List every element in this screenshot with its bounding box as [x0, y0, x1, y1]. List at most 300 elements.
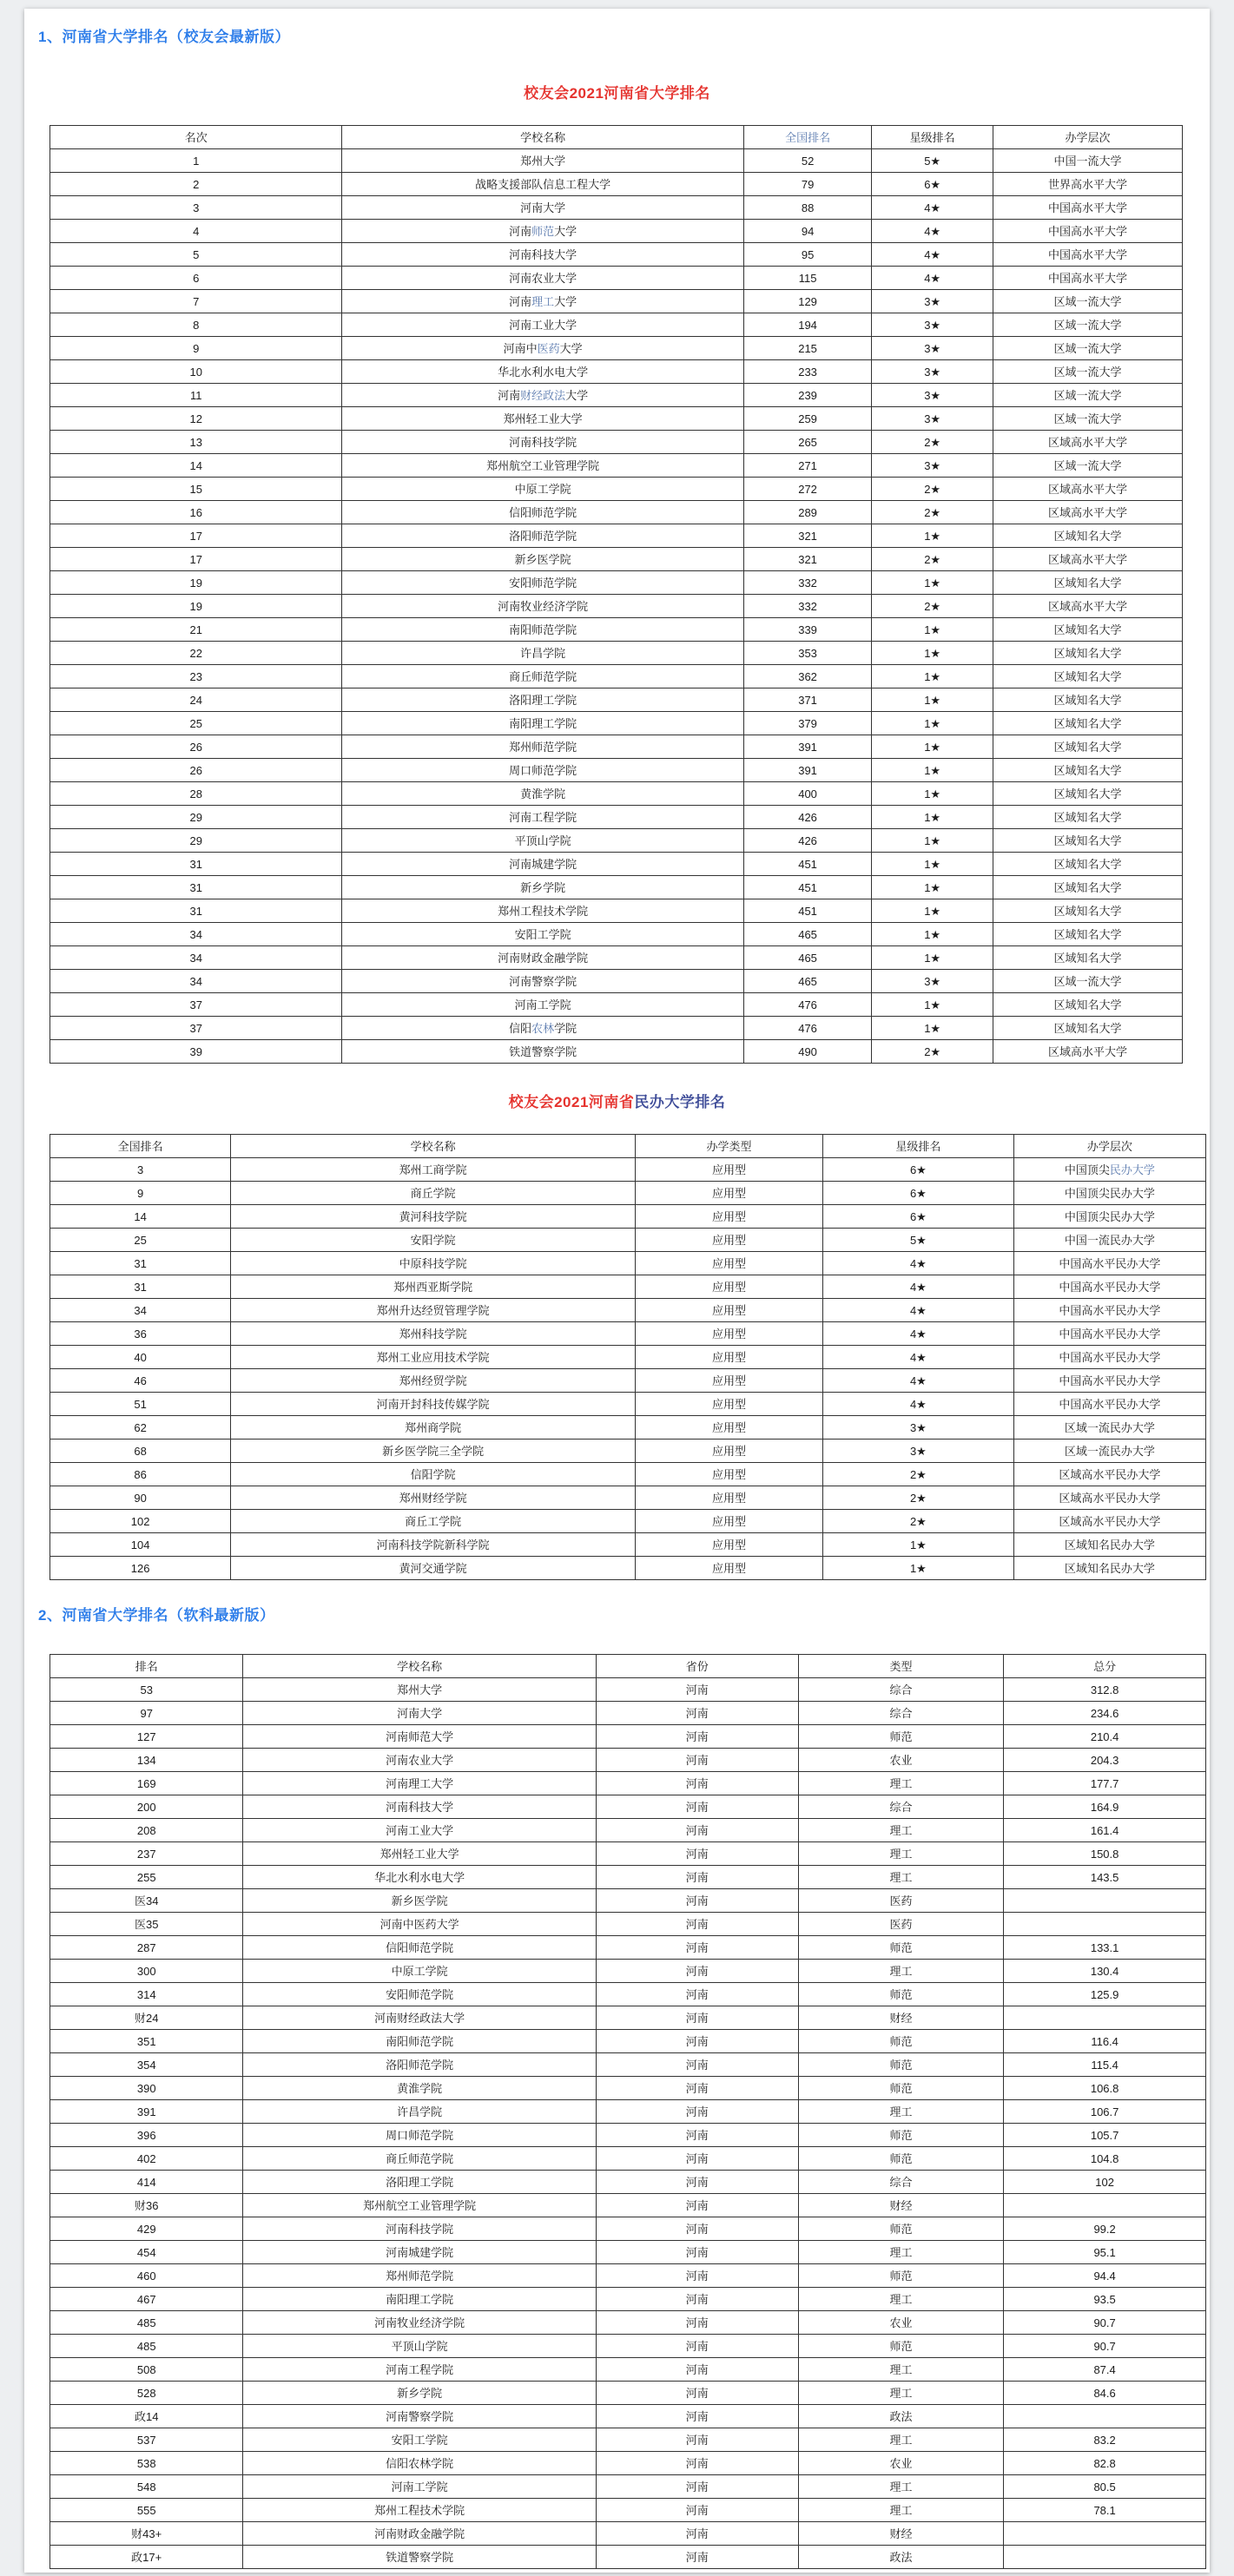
- table-cell: 95.1: [1004, 2241, 1206, 2264]
- table-cell: 农业: [798, 2452, 1004, 2475]
- table-cell: 郑州轻工业大学: [342, 407, 743, 431]
- table-cell: 125.9: [1004, 1983, 1206, 2006]
- column-header: 学校名称: [243, 1655, 597, 1678]
- table-cell: 287: [50, 1936, 243, 1960]
- table-cell: 508: [50, 2358, 243, 2382]
- table-cell: 7: [50, 290, 342, 313]
- table-cell: 区域高水平民办大学: [1013, 1486, 1205, 1510]
- table-cell: 4★: [872, 220, 993, 243]
- table-cell: 政14: [50, 2405, 243, 2428]
- table-row: [50, 2241, 1206, 2264]
- table-row: [50, 337, 1183, 360]
- table-cell: 371: [743, 688, 871, 712]
- table-cell: 河南: [596, 2006, 798, 2030]
- table-cell: 河南工学院: [342, 993, 743, 1017]
- table-row: [50, 853, 1183, 876]
- table-row: [50, 220, 1183, 243]
- table-cell: 4★: [872, 267, 993, 290]
- table-cell: 理工: [798, 2241, 1004, 2264]
- table-cell: 应用型: [636, 1369, 823, 1393]
- table-cell: 88: [743, 196, 871, 220]
- table-row: [50, 1158, 1206, 1182]
- table-cell: 127: [50, 1725, 243, 1749]
- table-cell: 河南: [596, 2311, 798, 2335]
- table-row: [50, 2100, 1206, 2124]
- table-cell: 河南: [596, 2030, 798, 2053]
- table-cell: 河南: [596, 2124, 798, 2147]
- table-cell: 区域知名民办大学: [1013, 1533, 1205, 1557]
- table-cell: 4★: [872, 196, 993, 220]
- table-cell: 中国顶尖民办大学: [1013, 1205, 1205, 1229]
- keyword-link[interactable]: 全国排名: [785, 130, 831, 144]
- table-cell: 94: [743, 220, 871, 243]
- column-header: 星级排名: [872, 126, 993, 149]
- table-cell: 区域知名大学: [993, 993, 1183, 1017]
- table-row: [50, 2335, 1206, 2358]
- table-cell: 中国高水平民办大学: [1013, 1393, 1205, 1416]
- table-cell: 161.4: [1004, 1819, 1206, 1842]
- table-cell: 339: [743, 618, 871, 642]
- table-cell: 10: [50, 360, 342, 384]
- table-cell: 郑州商学院: [231, 1416, 636, 1440]
- table-cell: 106.7: [1004, 2100, 1206, 2124]
- table-cell: 河南: [596, 2382, 798, 2405]
- table-cell: 中原工学院: [342, 478, 743, 501]
- table-cell: 2★: [872, 478, 993, 501]
- table-cell: 391: [50, 2100, 243, 2124]
- table-cell: 1★: [872, 923, 993, 946]
- table-cell: 4★: [822, 1252, 1013, 1275]
- table-row: [50, 2124, 1206, 2147]
- table-cell: 362: [743, 665, 871, 688]
- table-cell: 综合: [798, 1795, 1004, 1819]
- table-cell: 许昌学院: [342, 642, 743, 665]
- table-cell: 河南: [596, 1819, 798, 1842]
- table-cell: 22: [50, 642, 342, 665]
- table-cell: 郑州大学: [243, 1678, 597, 1702]
- table-row: [50, 1275, 1206, 1299]
- table-cell: 区域一流大学: [993, 337, 1183, 360]
- table-cell: 3★: [872, 454, 993, 478]
- table-cell: 62: [50, 1416, 231, 1440]
- table-cell: 区域知名大学: [993, 946, 1183, 970]
- column-header: 学校名称: [342, 126, 743, 149]
- table-cell: 洛阳理工学院: [342, 688, 743, 712]
- keyword-link[interactable]: 财经政法: [520, 388, 566, 402]
- table-cell: 414: [50, 2171, 243, 2194]
- table-cell: 河南工业大学: [243, 1819, 597, 1842]
- table-row: [50, 360, 1183, 384]
- table-cell: 12: [50, 407, 342, 431]
- table-cell: 93.5: [1004, 2288, 1206, 2311]
- table-row: [50, 524, 1183, 548]
- table-cell: 区域高水平大学: [993, 501, 1183, 524]
- table-cell: 426: [743, 806, 871, 829]
- table-cell: 财36: [50, 2194, 243, 2217]
- table-cell: 理工: [798, 1960, 1004, 1983]
- table-cell: 314: [50, 1983, 243, 2006]
- table-row: [50, 923, 1183, 946]
- table-cell: 115.4: [1004, 2053, 1206, 2077]
- table-row: [50, 2053, 1206, 2077]
- table-cell: 390: [50, 2077, 243, 2100]
- table-cell: 区域一流民办大学: [1013, 1416, 1205, 1440]
- table-cell: 3★: [872, 313, 993, 337]
- table-cell: 理工: [798, 1842, 1004, 1866]
- table-row: [50, 384, 1183, 407]
- table-cell: 信阳师范学院: [243, 1936, 597, 1960]
- table-cell: 1★: [872, 853, 993, 876]
- table-cell: 1★: [872, 524, 993, 548]
- table-cell: 河南师范大学: [243, 1725, 597, 1749]
- table-cell: 476: [743, 1017, 871, 1040]
- table-cell: 80.5: [1004, 2475, 1206, 2499]
- table-row: [50, 2030, 1206, 2053]
- table-cell: 医药: [798, 1913, 1004, 1936]
- table-cell: 555: [50, 2499, 243, 2522]
- table-cell: 河南: [596, 2335, 798, 2358]
- column-header: 排名: [50, 1655, 243, 1678]
- table2-title-red-part: 校友会2021河南省: [508, 1094, 635, 1110]
- table-cell: 1★: [872, 665, 993, 688]
- table-cell: 区域高水平民办大学: [1013, 1510, 1205, 1533]
- table-cell: 师范: [798, 2335, 1004, 2358]
- table-row: [50, 2546, 1206, 2569]
- table-row: [50, 1557, 1206, 1580]
- table-cell: 36: [50, 1322, 231, 1346]
- table-cell: 106.8: [1004, 2077, 1206, 2100]
- table-row: [50, 899, 1183, 923]
- table-cell: 河南中医药大学: [342, 337, 743, 360]
- table-cell: 区域知名大学: [993, 688, 1183, 712]
- table-cell: 区域知名大学: [993, 923, 1183, 946]
- table-cell: 铁道警察学院: [243, 2546, 597, 2569]
- table-cell: 信阳农林学院: [243, 2452, 597, 2475]
- table2-title-navy-part: 民办大学排名: [634, 1094, 726, 1110]
- table-cell: 河南: [596, 2428, 798, 2452]
- table-cell: 区域高水平大学: [993, 1040, 1183, 1064]
- table-cell: 师范: [798, 2264, 1004, 2288]
- table-row: [50, 2428, 1206, 2452]
- table-cell: 师范: [798, 2124, 1004, 2147]
- table-cell: 40: [50, 1346, 231, 1369]
- table-cell: 289: [743, 501, 871, 524]
- keyword-link[interactable]: 理工: [531, 294, 555, 308]
- table-cell: 区域一流大学: [993, 454, 1183, 478]
- table-row: [50, 1393, 1206, 1416]
- table-cell: 31: [50, 1275, 231, 1299]
- table-cell: 河南工学院: [243, 2475, 597, 2499]
- table-cell: 河南财政金融学院: [243, 2522, 597, 2546]
- keyword-link[interactable]: 农林: [531, 1021, 555, 1035]
- table-cell: 134: [50, 1749, 243, 1772]
- table-cell: 537: [50, 2428, 243, 2452]
- table-cell: 应用型: [636, 1275, 823, 1299]
- table-cell: 师范: [798, 2053, 1004, 2077]
- table-row: [50, 688, 1183, 712]
- table-row: [50, 2077, 1206, 2100]
- table-cell: 312.8: [1004, 1678, 1206, 1702]
- table-cell: 应用型: [636, 1205, 823, 1229]
- table-row: [50, 1960, 1206, 1983]
- table-cell: 应用型: [636, 1322, 823, 1346]
- table-row: [50, 665, 1183, 688]
- table-cell: 区域知名大学: [993, 759, 1183, 782]
- table-row: [50, 2288, 1206, 2311]
- table-cell: [1004, 2522, 1206, 2546]
- table-cell: 46: [50, 1369, 231, 1393]
- table-row: [50, 1842, 1206, 1866]
- table-cell: 17: [50, 548, 342, 571]
- table-cell: 河南: [596, 1772, 798, 1795]
- table-cell: 南阳师范学院: [243, 2030, 597, 2053]
- table-cell: 华北水利水电大学: [243, 1866, 597, 1889]
- table-cell: 548: [50, 2475, 243, 2499]
- table-cell: 河南: [596, 2475, 798, 2499]
- table-cell: 2★: [872, 1040, 993, 1064]
- table-cell: 河南科技大学: [243, 1795, 597, 1819]
- table-cell: 6★: [822, 1182, 1013, 1205]
- table-cell: 391: [743, 759, 871, 782]
- table-cell: 1★: [822, 1533, 1013, 1557]
- table-cell: 河南科技大学: [342, 243, 743, 267]
- table-cell: 应用型: [636, 1393, 823, 1416]
- table-row: [50, 735, 1183, 759]
- table-cell: 应用型: [636, 1229, 823, 1252]
- table-row: [50, 2522, 1206, 2546]
- table-row: [50, 1795, 1206, 1819]
- table-cell: 河南: [596, 2147, 798, 2171]
- keyword-link[interactable]: 医药: [537, 341, 560, 355]
- table-cell: 理工: [798, 1772, 1004, 1795]
- table2-title: [24, 1090, 1210, 1111]
- table-cell: 河南: [596, 2053, 798, 2077]
- table-cell: 115: [743, 267, 871, 290]
- table-cell: 河南: [596, 2288, 798, 2311]
- column-header: 全国排名: [50, 1135, 231, 1158]
- table-cell: 区域知名大学: [993, 806, 1183, 829]
- table-cell: 237: [50, 1842, 243, 1866]
- table-cell: 4★: [822, 1299, 1013, 1322]
- table-cell: 河南中医药大学: [243, 1913, 597, 1936]
- table-cell: 综合: [798, 1678, 1004, 1702]
- table-cell: 332: [743, 571, 871, 595]
- header-row: [50, 1135, 1206, 1158]
- table-xyh-2021-private-rankings: [49, 1134, 1206, 1580]
- table-row: [50, 173, 1183, 196]
- table-cell: 郑州西亚斯学院: [231, 1275, 636, 1299]
- table-cell: 战略支援部队信息工程大学: [342, 173, 743, 196]
- table-row: [50, 1749, 1206, 1772]
- table-cell: 区域一流大学: [993, 290, 1183, 313]
- table-row: [50, 267, 1183, 290]
- table-cell: 11: [50, 384, 342, 407]
- table-row: [50, 478, 1183, 501]
- table-row: [50, 1702, 1206, 1725]
- table-row: [50, 1936, 1206, 1960]
- table-cell: 财经: [798, 2006, 1004, 2030]
- table-cell: 河南: [596, 2546, 798, 2569]
- table-cell: 理工: [798, 2382, 1004, 2405]
- table-cell: 28: [50, 782, 342, 806]
- table-cell: 安阳工学院: [342, 923, 743, 946]
- table-cell: 区域知名大学: [993, 853, 1183, 876]
- table-cell: 13: [50, 431, 342, 454]
- table-cell: 中国高水平大学: [993, 267, 1183, 290]
- table-cell: 河南: [596, 1983, 798, 2006]
- table-cell: 37: [50, 1017, 342, 1040]
- table-cell: 河南: [596, 2405, 798, 2428]
- table-cell: 99.2: [1004, 2217, 1206, 2241]
- table-cell: 34: [50, 923, 342, 946]
- table-cell: 应用型: [636, 1440, 823, 1463]
- table-cell: 河南: [596, 2100, 798, 2124]
- table-cell: 河南牧业经济学院: [342, 595, 743, 618]
- table-cell: 河南: [596, 1866, 798, 1889]
- table-row: [50, 2452, 1206, 2475]
- keyword-link[interactable]: 民办大学: [1109, 1163, 1155, 1176]
- table-cell: 25: [50, 1229, 231, 1252]
- table-cell: 1★: [872, 735, 993, 759]
- table-cell: 265: [743, 431, 871, 454]
- table-cell: 黄河科技学院: [231, 1205, 636, 1229]
- table-cell: 应用型: [636, 1158, 823, 1182]
- table-cell: 河南: [596, 1749, 798, 1772]
- table-cell: 97: [50, 1702, 243, 1725]
- table-cell: 区域知名大学: [993, 642, 1183, 665]
- table-cell: 1★: [872, 1017, 993, 1040]
- table-cell: 区域高水平大学: [993, 595, 1183, 618]
- table-cell: 300: [50, 1960, 243, 1983]
- table-cell: 区域知名大学: [993, 899, 1183, 923]
- table-cell: 理工: [798, 1819, 1004, 1842]
- table-cell: [1004, 2194, 1206, 2217]
- table-cell: 应用型: [636, 1416, 823, 1440]
- table-cell: 财经: [798, 2194, 1004, 2217]
- keyword-link[interactable]: 师范: [531, 224, 555, 238]
- table-cell: 区域一流大学: [993, 313, 1183, 337]
- table-cell: 区域一流大学: [993, 407, 1183, 431]
- table-cell: 农业: [798, 1749, 1004, 1772]
- table-cell: 河南工程学院: [243, 2358, 597, 2382]
- table-row: [50, 595, 1183, 618]
- table-row: [50, 196, 1183, 220]
- table-cell: 安阳师范学院: [342, 571, 743, 595]
- table-row: [50, 1772, 1206, 1795]
- table-cell: 90.7: [1004, 2335, 1206, 2358]
- table-cell: 周口师范学院: [342, 759, 743, 782]
- table-row: [50, 642, 1183, 665]
- table-cell: 应用型: [636, 1182, 823, 1205]
- table-cell: 师范: [798, 1983, 1004, 2006]
- table-cell: 新乡医学院: [243, 1889, 597, 1913]
- table-cell: 321: [743, 548, 871, 571]
- table-cell: 洛阳理工学院: [243, 2171, 597, 2194]
- table-cell: 河南: [596, 1725, 798, 1749]
- table-cell: 财24: [50, 2006, 243, 2030]
- table-cell: 郑州轻工业大学: [243, 1842, 597, 1866]
- column-header: 办学层次: [1013, 1135, 1205, 1158]
- table-cell: 26: [50, 735, 342, 759]
- table-cell: 234.6: [1004, 1702, 1206, 1725]
- header-row: [50, 1655, 1206, 1678]
- table-row: [50, 1913, 1206, 1936]
- table-cell: 150.8: [1004, 1842, 1206, 1866]
- table-cell: 安阳学院: [231, 1229, 636, 1252]
- article-page: [24, 9, 1210, 2573]
- table-row: [50, 2405, 1206, 2428]
- table-cell: 3★: [872, 970, 993, 993]
- table-cell: 郑州工商学院: [231, 1158, 636, 1182]
- table-cell: 南阳理工学院: [342, 712, 743, 735]
- table-row: [50, 407, 1183, 431]
- table-cell: 河南: [596, 2077, 798, 2100]
- table-row: [50, 290, 1183, 313]
- table-cell: 河南: [596, 2241, 798, 2264]
- table-cell: 451: [743, 876, 871, 899]
- table-cell: 河南科技学院: [342, 431, 743, 454]
- column-header: 总分: [1004, 1655, 1206, 1678]
- table-cell: 2★: [822, 1510, 1013, 1533]
- table-cell: 郑州航空工业管理学院: [342, 454, 743, 478]
- table-cell: 河南: [596, 1702, 798, 1725]
- table-cell: 黄河交通学院: [231, 1557, 636, 1580]
- table-cell: 应用型: [636, 1299, 823, 1322]
- table-cell: 86: [50, 1463, 231, 1486]
- column-header: 类型: [798, 1655, 1004, 1678]
- table-cell: 黄淮学院: [243, 2077, 597, 2100]
- table-cell: 354: [50, 2053, 243, 2077]
- table-cell: 8: [50, 313, 342, 337]
- table-cell: 中国高水平民办大学: [1013, 1346, 1205, 1369]
- table-cell: 14: [50, 1205, 231, 1229]
- table-cell: 528: [50, 2382, 243, 2405]
- table-cell: 39: [50, 1040, 342, 1064]
- table1-title: [24, 81, 1210, 102]
- table-cell: 169: [50, 1772, 243, 1795]
- table-row: [50, 1322, 1206, 1346]
- table-cell: 78.1: [1004, 2499, 1206, 2522]
- table-row: [50, 2382, 1206, 2405]
- table-row: [50, 618, 1183, 642]
- table-cell: 2★: [872, 501, 993, 524]
- table-cell: 5★: [822, 1229, 1013, 1252]
- table-cell: 210.4: [1004, 1725, 1206, 1749]
- table-cell: 451: [743, 853, 871, 876]
- table-cell: 商丘学院: [231, 1182, 636, 1205]
- table-cell: 21: [50, 618, 342, 642]
- table-cell: 师范: [798, 1936, 1004, 1960]
- table-cell: 1★: [872, 712, 993, 735]
- table-cell: 中国顶尖民办大学: [1013, 1182, 1205, 1205]
- table-row: [50, 1416, 1206, 1440]
- table-cell: [1004, 1889, 1206, 1913]
- table-cell: 中原科技学院: [231, 1252, 636, 1275]
- table-cell: 68: [50, 1440, 231, 1463]
- table-cell: 204.3: [1004, 1749, 1206, 1772]
- table-row: [50, 946, 1183, 970]
- table-cell: 402: [50, 2147, 243, 2171]
- table-cell: 河南: [596, 2171, 798, 2194]
- table-cell: 应用型: [636, 1533, 823, 1557]
- table-cell: 华北水利水电大学: [342, 360, 743, 384]
- table-row: [50, 1229, 1206, 1252]
- table-cell: 133.1: [1004, 1936, 1206, 1960]
- section-heading-1: 1、河南省大学排名（校友会最新版）: [38, 29, 290, 45]
- table-cell: 农业: [798, 2311, 1004, 2335]
- table-cell: 90: [50, 1486, 231, 1510]
- table-row: [50, 1533, 1206, 1557]
